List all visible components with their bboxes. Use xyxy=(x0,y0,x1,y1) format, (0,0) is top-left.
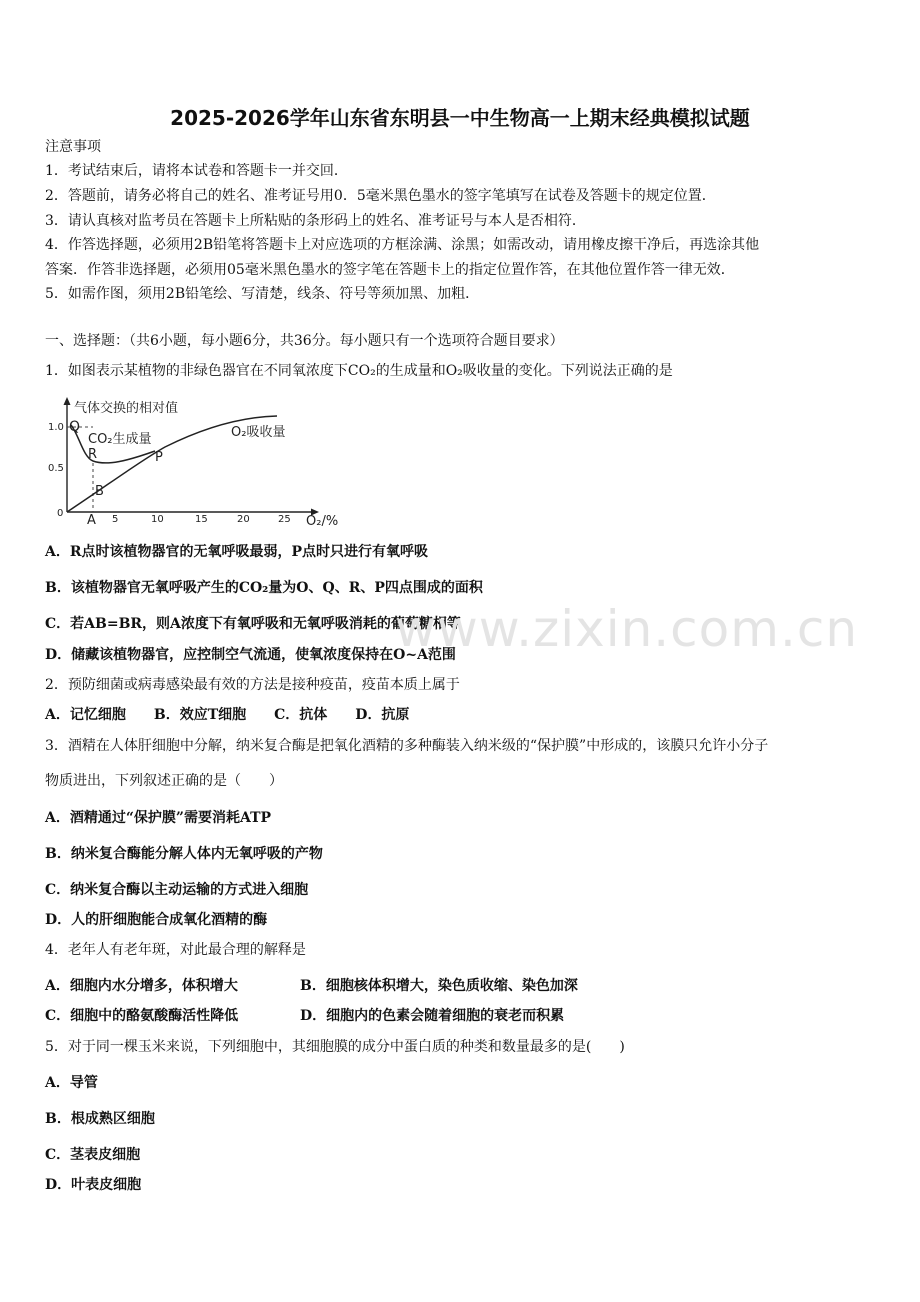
point-p-label: P xyxy=(155,450,163,465)
question-4-option: A．细胞内水分增多，体积增大 xyxy=(45,978,238,994)
question-3-option: A．酒精通过“保护膜”需要消耗ATP xyxy=(45,810,272,826)
question-4-option: B．细胞核体积增大，染色质收缩、染色加深 xyxy=(300,978,578,994)
point-q-label: Q xyxy=(69,419,81,435)
question-3-option: D．人的肝细胞能合成氧化酒精的酶 xyxy=(45,912,268,928)
x-tick-label: 15 xyxy=(195,514,208,525)
question-3-option: C．纳米复合酶以主动运输的方式进入细胞 xyxy=(45,882,309,898)
watermark: www.zixin.com.cn xyxy=(395,600,859,658)
question-2-option: A．记忆细胞 xyxy=(45,707,126,723)
notice-item: 4．作答选择题，必须用2B铅笔将答题卡上对应选项的方框涂满、涂黑；如需改动，请用橡皮擦干净后，再选涂其他 xyxy=(45,237,760,253)
y-axis-arrow xyxy=(64,397,71,405)
question-5-option: A．导管 xyxy=(45,1075,98,1091)
notice-item: 1．考试结束后，请将本试卷和答题卡一并交回． xyxy=(45,163,348,179)
question-4-option: C．细胞中的酪氨酸酶活性降低 xyxy=(45,1008,239,1024)
y-axis-label: 气体交换的相对值 xyxy=(74,401,179,416)
notice-item: 答案．作答非选择题，必须用05毫米黑色墨水的签字笔在答题卡上的指定位置作答，在其他位置作答一律无效． xyxy=(45,262,735,278)
question-2-stem: 2．预防细菌或病毒感染最有效的方法是接种疫苗，疫苗本质上属于 xyxy=(45,677,460,693)
question-5-option: D．叶表皮细胞 xyxy=(45,1177,142,1193)
question-4-stem: 4．老年人有老年斑，对此最合理的解释是 xyxy=(45,942,306,958)
question-2-option: B．效应T细胞 xyxy=(153,707,247,723)
y-tick-label: 1.0 xyxy=(48,422,64,433)
question-5-option: B．根成熟区细胞 xyxy=(45,1111,155,1127)
question-1-option: A．R点时该植物器官的无氧呼吸最弱，P点时只进行有氧呼吸 xyxy=(45,544,429,560)
point-a-label: A xyxy=(87,513,96,528)
notice-item: 5．如需作图，须用2B铅笔绘、写清楚，线条、符号等须加黑、加粗． xyxy=(45,286,480,302)
section-heading: 一、选择题：（共6小题，每小题6分，共36分。每小题只有一个选项符合题目要求） xyxy=(45,333,564,349)
notice-item: 2．答题前，请务必将自己的姓名、准考证号用0．5毫米黑色墨水的签字笔填写在试卷及答题卡的规定位置． xyxy=(45,188,716,204)
question-3-stem: 3．酒精在人体肝细胞中分解，纳米复合酶是把氧化酒精的多种酶装入纳米级的“保护膜”中形成的，该膜只允许小分子 xyxy=(45,738,769,754)
point-r-label: R xyxy=(88,447,98,462)
o2-curve-label: O₂吸收量 xyxy=(231,425,286,440)
x-axis-label: O₂/% xyxy=(306,514,339,529)
question-1-stem: 1．如图表示某植物的非绿色器官在不同氧浓度下CO₂的生成量和O₂吸收量的变化。下列说法正确的是 xyxy=(45,363,673,379)
co2-curve-label: CO₂生成量 xyxy=(88,432,152,447)
question-5-stem: 5．对于同一棵玉米来说，下列细胞中，其细胞膜的成分中蛋白质的种类和数量最多的是( ) xyxy=(45,1039,625,1055)
y-tick-label: 0 xyxy=(57,508,64,519)
question-2-option: C．抗体 xyxy=(274,707,328,723)
question-1-option: D．储藏该植物器官，应控制空气流通，使氧浓度保持在O~A范围 xyxy=(45,647,456,663)
question-3-stem: 物质进出，下列叙述正确的是（ ） xyxy=(45,773,283,789)
page-title: 2025-2026学年山东省东明县一中生物高一上期末经典模拟试题 xyxy=(170,106,750,130)
point-b-label: B xyxy=(95,484,104,499)
question-2-options xyxy=(45,706,409,724)
y-tick-label: 0.5 xyxy=(48,463,64,474)
question-3-option: B．纳米复合酶能分解人体内无氧呼吸的产物 xyxy=(45,846,323,862)
question-1-option: B．该植物器官无氧呼吸产生的CO₂量为O、Q、R、P四点围成的面积 xyxy=(45,580,483,596)
x-tick-label: 20 xyxy=(237,514,250,525)
gas-exchange-graph xyxy=(45,395,355,530)
x-tick-label: 25 xyxy=(278,514,291,525)
question-2-option: D．抗原 xyxy=(355,707,410,723)
notice-heading: 注意事项 xyxy=(45,139,101,155)
x-tick-label: 10 xyxy=(151,514,164,525)
x-tick-label: 5 xyxy=(112,514,119,525)
notice-item: 3．请认真核对监考员在答题卡上所粘贴的条形码上的姓名、准考证号与本人是否相符． xyxy=(45,213,586,229)
question-4-option: D．细胞内的色素会随着细胞的衰老而积累 xyxy=(300,1008,565,1024)
question-5-option: C．茎表皮细胞 xyxy=(45,1147,141,1163)
question-1-option: C．若AB=BR，则A浓度下有氧呼吸和无氧呼吸消耗的葡萄糖相等 xyxy=(45,616,461,632)
